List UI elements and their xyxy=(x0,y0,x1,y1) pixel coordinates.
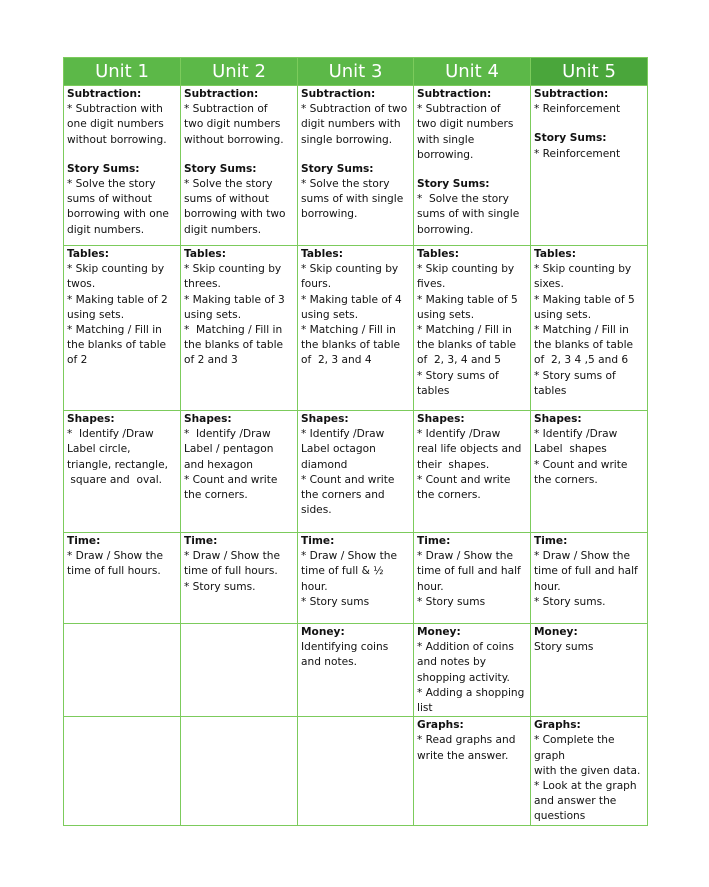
subtraction-cell-unit-4 xyxy=(414,86,531,246)
cell-heading: Story Sums: xyxy=(184,162,257,175)
cell-heading: Subtraction: xyxy=(417,88,492,100)
cell-text: * Complete the graph with the given data. * Look at the graph and answer the questions xyxy=(534,734,641,823)
cell-heading: Money: xyxy=(534,626,578,638)
header-row xyxy=(64,58,648,86)
cell-text: * Draw / Show the time of full hours. xyxy=(67,550,163,578)
cell-heading: Story Sums: xyxy=(534,132,607,145)
cell-heading: Subtraction: xyxy=(184,88,259,100)
cell-text: * Draw / Show the time of full and half hour. * Story sums xyxy=(417,550,521,608)
unit-5-header: Unit 5 xyxy=(531,58,648,86)
cell-text: * Solve the story sums of with single borrowing. xyxy=(301,178,404,221)
cell-text: Story sums xyxy=(534,641,594,654)
cell-text: * Draw / Show the time of full & ½ hour. * Story sums xyxy=(301,550,397,608)
tables-row xyxy=(64,246,648,411)
spacer xyxy=(417,163,528,177)
unit-1-header: Unit 1 xyxy=(64,58,181,86)
cell-text: * Skip counting by twos. * Making table of 2 using sets. * Matching / Fill in the blanks of table of 2 xyxy=(67,263,168,367)
cell-heading: Graphs: xyxy=(534,719,581,732)
cell-heading: Graphs: xyxy=(417,719,464,732)
cell-heading: Story Sums: xyxy=(67,162,140,175)
cell-text: * Skip counting by fives. * Making table of 5 using sets. * Matching / Fill in the blanks of table of 2, 3, 4 and 5 * Story sums of tables xyxy=(417,263,518,397)
tables-cell-unit-3 xyxy=(298,246,414,411)
shapes-row xyxy=(64,411,648,533)
cell-heading: Time: xyxy=(534,535,568,547)
curriculum-table xyxy=(63,57,648,826)
cell-text: * Solve the story sums of without borrowing with two digit numbers. xyxy=(184,178,286,236)
unit-2-header: Unit 2 xyxy=(181,58,298,86)
graphs-row xyxy=(64,717,648,825)
cell-heading: Time: xyxy=(184,535,218,547)
cell-heading: Time: xyxy=(67,535,101,547)
cell-heading: Tables: xyxy=(301,248,343,260)
cell-heading: Shapes: xyxy=(184,413,232,425)
graphs-cell-unit-1 xyxy=(64,717,181,825)
cell-text: * Reinforcement xyxy=(534,103,621,116)
cell-text: * Solve the story sums of with single borrowing. xyxy=(417,193,520,236)
cell-heading: Story Sums: xyxy=(417,178,490,191)
cell-text: * Identify /Draw Label octagon diamond * Count and write the corners and sides. xyxy=(301,428,395,517)
subtraction-cell-unit-2 xyxy=(181,86,298,246)
spacer xyxy=(534,117,645,131)
cell-text: * Identify /Draw Label / pentagon and hexagon * Count and write the corners. xyxy=(184,428,278,502)
cell-heading: Shapes: xyxy=(67,413,115,425)
shapes-cell-unit-1 xyxy=(64,411,181,533)
cell-heading: Shapes: xyxy=(301,413,349,425)
cell-text: * Skip counting by fours. * Making table of 4 using sets. * Matching / Fill in the blanks of table of 2, 3 and 4 xyxy=(301,263,402,367)
shapes-cell-unit-5 xyxy=(531,411,648,533)
cell-text: * Solve the story sums of without borrowing with one digit numbers. xyxy=(67,178,169,236)
cell-heading: Time: xyxy=(417,535,451,547)
cell-heading: Shapes: xyxy=(534,413,582,425)
subtraction-cell-unit-3 xyxy=(298,86,414,246)
cell-text: * Identify /Draw Label shapes * Count and write the corners. xyxy=(534,428,628,486)
cell-heading: Shapes: xyxy=(417,413,465,425)
cell-text: * Subtraction of two digit numbers with single borrowing. xyxy=(417,103,514,161)
money-cell-unit-2 xyxy=(181,624,298,717)
time-cell-unit-3 xyxy=(298,533,414,624)
time-cell-unit-4 xyxy=(414,533,531,624)
cell-text: * Subtraction of two digit numbers without borrowing. xyxy=(184,103,284,146)
subtraction-row xyxy=(64,86,648,246)
cell-heading: Story Sums: xyxy=(301,162,374,175)
cell-text: * Subtraction with one digit numbers without borrowing. xyxy=(67,103,167,146)
cell-heading: Tables: xyxy=(534,248,576,260)
graphs-cell-unit-5 xyxy=(531,717,648,825)
spacer xyxy=(301,148,411,162)
cell-heading: Tables: xyxy=(67,248,109,260)
spacer xyxy=(184,148,295,162)
cell-text: * Subtraction of two digit numbers with single borrowing. xyxy=(301,103,408,146)
time-cell-unit-1 xyxy=(64,533,181,624)
money-row xyxy=(64,624,648,717)
time-cell-unit-5 xyxy=(531,533,648,624)
unit-3-header: Unit 3 xyxy=(298,58,414,86)
graphs-cell-unit-4 xyxy=(414,717,531,825)
subtraction-cell-unit-1 xyxy=(64,86,181,246)
money-cell-unit-5 xyxy=(531,624,648,717)
cell-text: Identifying coins and notes. xyxy=(301,641,389,669)
cell-text: * Skip counting by threes. * Making table of 3 using sets. * Matching / Fill in the blanks of table of 2 and 3 xyxy=(184,263,285,367)
cell-text: * Read graphs and write the answer. xyxy=(417,734,516,762)
cell-text: * Identify /Draw Label circle, triangle, rectangle, square and oval. xyxy=(67,428,168,486)
cell-text: * Skip counting by sixes. * Making table of 5 using sets. * Matching / Fill in the blanks of table of 2, 3 4 ,5 and 6 * Story sums of tables xyxy=(534,263,635,397)
time-cell-unit-2 xyxy=(181,533,298,624)
cell-heading: Subtraction: xyxy=(67,88,142,100)
shapes-cell-unit-4 xyxy=(414,411,531,533)
cell-heading: Money: xyxy=(301,626,345,638)
cell-text: * Reinforcement xyxy=(534,147,621,160)
cell-heading: Money: xyxy=(417,626,461,638)
graphs-cell-unit-3 xyxy=(298,717,414,825)
cell-text: * Addition of coins and notes by shopping activity. * Adding a shopping list xyxy=(417,641,525,715)
money-cell-unit-1 xyxy=(64,624,181,717)
cell-heading: Subtraction: xyxy=(534,88,609,100)
unit-4-header: Unit 4 xyxy=(414,58,531,86)
cell-text: * Identify /Draw real life objects and their shapes. * Count and write the corners. xyxy=(417,428,522,502)
money-cell-unit-3 xyxy=(298,624,414,717)
subtraction-cell-unit-5 xyxy=(531,86,648,246)
tables-cell-unit-4 xyxy=(414,246,531,411)
spacer xyxy=(67,148,178,162)
cell-heading: Tables: xyxy=(417,248,459,260)
graphs-cell-unit-2 xyxy=(181,717,298,825)
money-cell-unit-4 xyxy=(414,624,531,717)
cell-text: * Draw / Show the time of full hours. * Story sums. xyxy=(184,550,280,593)
shapes-cell-unit-3 xyxy=(298,411,414,533)
cell-text: * Draw / Show the time of full and half hour. * Story sums. xyxy=(534,550,638,608)
cell-heading: Subtraction: xyxy=(301,88,376,100)
cell-heading: Tables: xyxy=(184,248,226,260)
shapes-cell-unit-2 xyxy=(181,411,298,533)
tables-cell-unit-1 xyxy=(64,246,181,411)
tables-cell-unit-5 xyxy=(531,246,648,411)
cell-heading: Time: xyxy=(301,535,335,547)
tables-cell-unit-2 xyxy=(181,246,298,411)
time-row xyxy=(64,533,648,624)
